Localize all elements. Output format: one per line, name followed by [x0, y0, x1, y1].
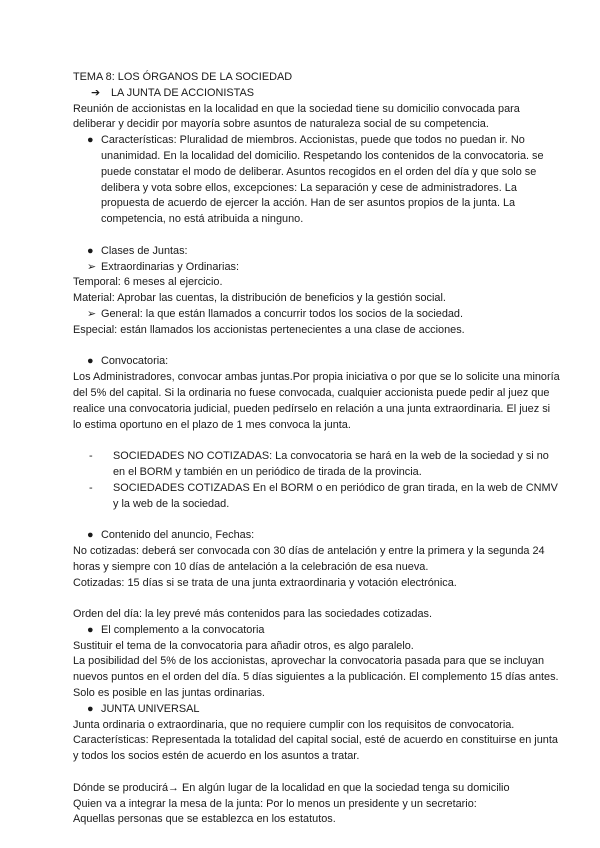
list-item-caracteristicas — [73, 133, 560, 228]
temporal-text: Temporal: 6 meses al ejercicio. — [73, 276, 223, 289]
bullet-icon: ● — [87, 623, 94, 636]
arrow-bullet-icon: ➢ — [87, 307, 97, 320]
no-cotizadas-text: SOCIEDADES NO COTIZADAS: La convocatoria se hará en la web de la sociedad y si no en el BORM y también en un periódico de tirada de la provincia. — [113, 450, 549, 478]
cotizadas-plazo-text: Cotizadas: 15 días si se trata de una junta extraordinaria y votación electrónica. — [73, 576, 457, 589]
contenido-heading: Contenido del anuncio, Fechas: — [101, 529, 255, 542]
clases-text: Clases de Juntas: — [101, 244, 188, 257]
especial-text: Especial: están llamados los accionistas pertenecientes a una clase de acciones. — [73, 323, 465, 336]
intro-paragraph: Reunión de accionistas en la localidad en que la sociedad tiene su domicilio convocada para deliberar y decidir por mayoría sobre asuntos de naturaleza social de su competencia. — [73, 102, 520, 131]
list-item-convocatoria — [73, 354, 560, 370]
list-item-extraordinarias — [73, 260, 560, 276]
caracteristicas-text: Características: Pluralidad de miembros. Accionistas, puede que todos no puedan ir. No unanimidad. En la localidad del domicilio. Respetando los contenidos de la convocatoria. se puede constatar el modo de deliberar. Asuntos recogidos en el orden del día y que solo se delibera y vota sobre ellos, excepciones: La separación y cese de administradores. La propuesta de acuerdo de ejercer la acción. Han de ser asuntos propios de la junta. La competencia, no está atribuida a ninguno. — [101, 134, 544, 226]
bullet-icon: ● — [87, 355, 94, 368]
complemento-paragraph-1: Sustituir el tema de la convocatoria para añadir otros, es algo paralelo. — [73, 639, 414, 652]
bullet-icon: ● — [87, 244, 94, 257]
arrow-bullet-icon: ➢ — [87, 260, 97, 273]
convocatoria-paragraph: Los Administradores, convocar ambas juntas.Por propia iniciativa o por que se lo solicite una minoría del 5% del capital. Si la ordinaria no fuese convocada, cualquier accionista puede pedir al juez que realice una convocatoria judicial, pueden pedírselo en relación a una junta extraordinaria. El juez si lo estima oportuno en el plazo de 1 mes convoca la junta. — [73, 371, 560, 431]
complemento-heading: El complemento a la convocatoria — [101, 623, 265, 636]
dash-icon: - — [89, 481, 93, 494]
universal-paragraph-2: Características: Representada la totalidad del capital social, esté de acuerdo en constituirse en junta y todos los socios estén de acuerdo en los asuntos a tratar. — [73, 734, 558, 763]
universal-paragraph-1: Junta ordinaria o extraordinaria, que no requiere cumplir con los requisitos de convocatoria. — [73, 718, 515, 731]
quien-text: Quien va a integrar la mesa de la junta: Por lo menos un presidente y un secretario: — [73, 797, 477, 810]
list-item-complemento — [73, 623, 560, 639]
section-subtitle: LA JUNTA DE ACCIONISTAS — [111, 86, 255, 99]
list-item-cotizadas — [73, 481, 560, 513]
subtitle-row — [73, 86, 560, 102]
material-text: Material: Aprobar las cuentas, la distribución de beneficios y la gestión social. — [73, 292, 446, 305]
universal-heading: JUNTA UNIVERSAL — [101, 702, 200, 715]
list-item-universal — [73, 702, 560, 718]
convocatoria-heading: Convocatoria: — [101, 355, 169, 368]
list-item-contenido — [73, 528, 560, 544]
bullet-icon: ● — [87, 702, 94, 715]
dash-icon: - — [89, 450, 93, 463]
arrow-right-icon: ➔ — [91, 86, 101, 99]
extraordinarias-text: Extraordinarias y Ordinarias: — [101, 260, 239, 273]
contenido-paragraph: No cotizadas: deberá ser convocada con 30 días de antelación y entre la primera y la segunda 24 horas y siempre con 10 días de antelación a la celebración de esa nueva. — [73, 544, 545, 573]
page-title: TEMA 8: LOS ÓRGANOS DE LA SOCIEDAD — [73, 71, 293, 83]
list-item-general — [73, 307, 560, 323]
list-item-no-cotizadas — [73, 449, 560, 481]
orden-text: Orden del día: la ley prevé más contenidos para las sociedades cotizadas. — [73, 608, 432, 621]
bullet-icon: ● — [87, 529, 94, 542]
cotizadas-text: SOCIEDADES COTIZADAS En el BORM o en periódico de gran tirada, en la web de CNMV y la web de la sociedad. — [113, 481, 558, 510]
bullet-icon: ● — [87, 134, 94, 147]
complemento-paragraph-2: La posibilidad del 5% de los accionistas, aprovechar la convocatoria pasada para que se incluyan nuevos puntos en el orden del día. 5 días siguientes a la publicación. El complemento 15 días antes. Solo es posible en las juntas ordinarias. — [73, 655, 559, 700]
list-item-clases — [73, 244, 560, 260]
donde-text: Dónde se producirá→ En algún lugar de la localidad en que la sociedad tenga su domicilio — [73, 781, 510, 794]
aquellas-text: Aquellas personas que se establezca en los estatutos. — [73, 813, 336, 826]
general-text: General: la que están llamados a concurrir todos los socios de la sociedad. — [101, 307, 464, 320]
